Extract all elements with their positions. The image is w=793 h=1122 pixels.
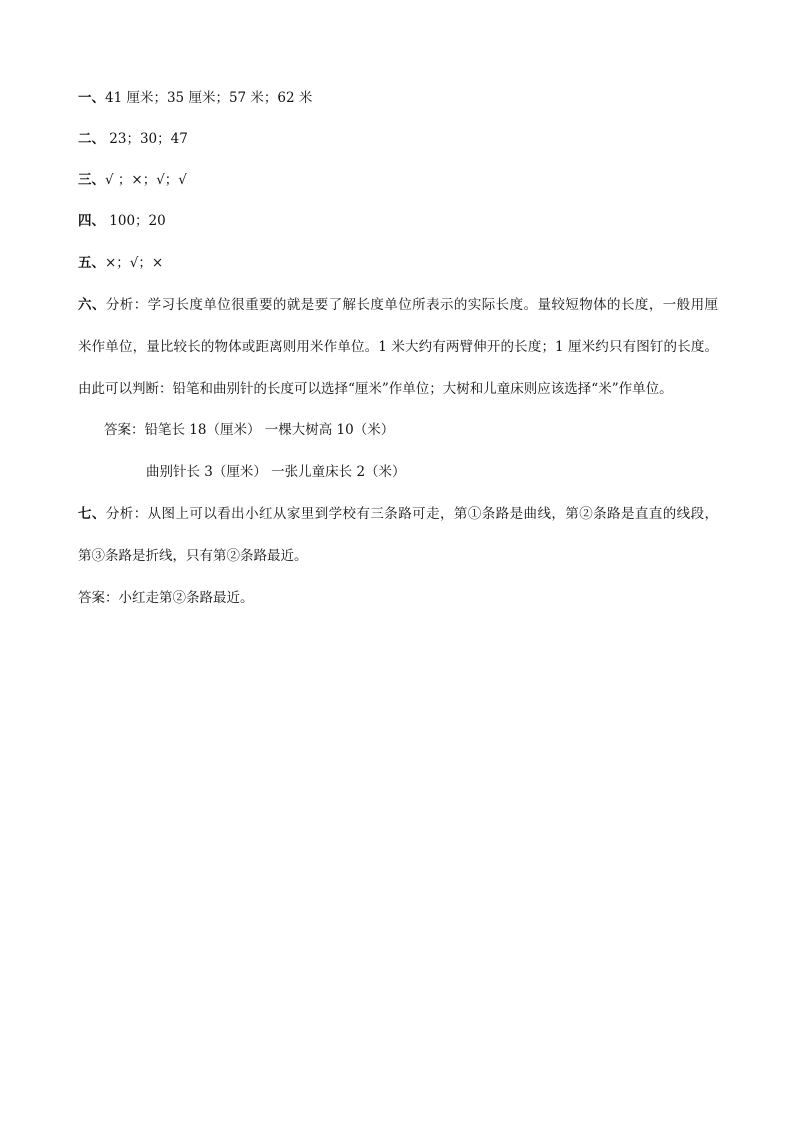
answer-5-text: ×；√；× [105, 255, 164, 271]
answer-5 [78, 253, 718, 273]
answer-7-label: 七、 [78, 506, 106, 522]
answer-1-label: 一、 [78, 90, 105, 106]
answer-6-answer-2: 曲别针长 3（厘米） 一张儿童床长 2（米） [146, 464, 406, 480]
answer-2-text: 23；30；47 [105, 131, 188, 147]
answer-6-label: 六、 [78, 297, 106, 313]
answer-7-answer [78, 588, 718, 608]
answer-7-line-1: 分析：从图上可以看出小红从家里到学校有三条路可走，第①条路是曲线，第②条路是直直的线段， [105, 506, 719, 522]
answer-6-answer-1: 答案：铅笔长 18（厘米） 一棵大树高 10（米） [104, 422, 395, 438]
answer-6-line-3: 由此可以判断：铅笔和曲别针的长度可以选择“厘米”作单位；大树和儿童床则应该选择“米”作单位。 [78, 381, 673, 397]
answer-7-analysis-line-2 [78, 546, 718, 566]
answer-6-analysis-line-3 [78, 379, 718, 399]
answer-6-answer-line-1 [104, 420, 744, 440]
answer-6-analysis-line-2 [78, 337, 718, 357]
answer-6-answer-line-2 [146, 462, 786, 482]
answer-1-text: 41 厘米；35 厘米；57 米；62 米 [105, 90, 313, 106]
answer-4 [78, 211, 718, 231]
answer-1 [78, 88, 718, 108]
answer-4-text: 100；20 [105, 213, 166, 229]
answer-6-line-1: 分析：学习长度单位很重要的就是要了解长度单位所表示的实际长度。量较短物体的长度，一般用厘 [105, 297, 719, 313]
answer-2-label: 二、 [78, 131, 105, 147]
answer-3 [78, 170, 718, 190]
answer-7-analysis-line-1 [78, 504, 718, 524]
answer-5-label: 五、 [78, 255, 105, 271]
answer-4-label: 四、 [78, 213, 105, 229]
answer-6-line-2: 米作单位，量比较长的物体或距离则用米作单位。1 米大约有两臂伸开的长度；1 厘米约只有图钉的长度。 [78, 339, 718, 355]
answer-3-label: 三、 [78, 172, 105, 188]
answer-2 [78, 129, 718, 149]
answer-7-answer-text: 答案：小红走第②条路最近。 [78, 590, 254, 606]
answer-3-text: √ ；×；√；√ [105, 172, 187, 188]
answer-7-line-2: 第③条路是折线，只有第②条路最近。 [78, 548, 308, 564]
answer-6-analysis-line-1 [78, 295, 718, 315]
